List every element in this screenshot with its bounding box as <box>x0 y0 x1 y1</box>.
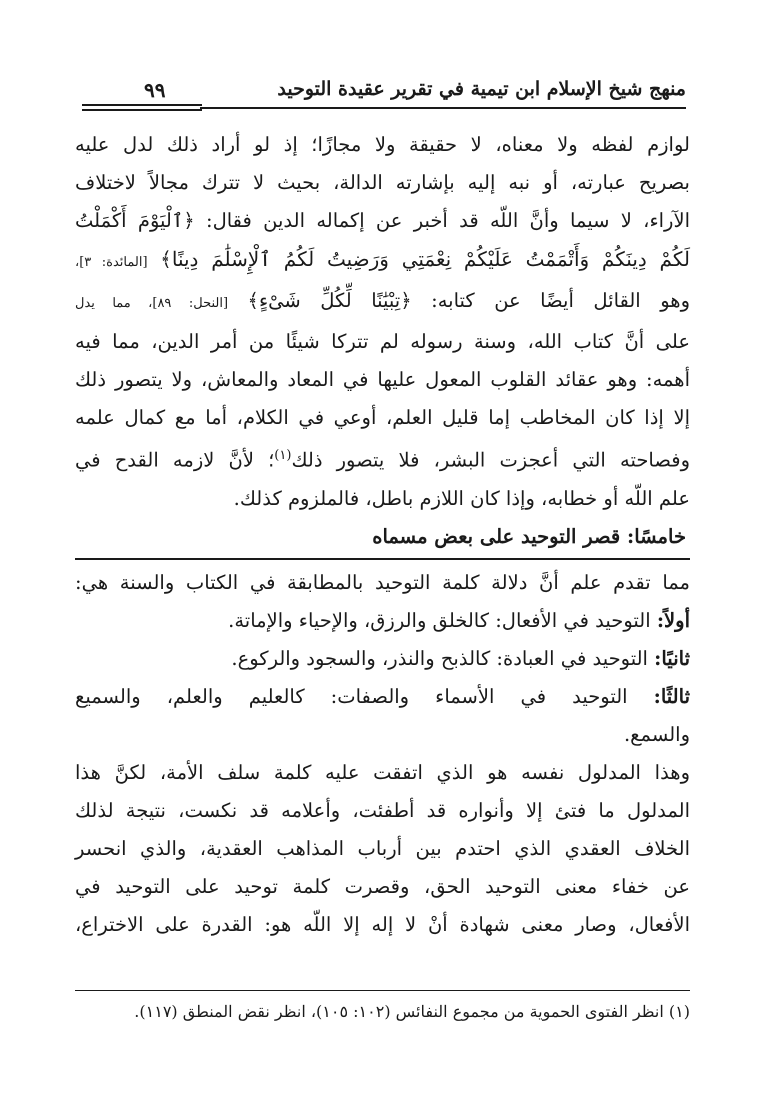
text-line: أهمه: وهو عقائد القلوب المعول عليها في المعاد والمعاش، ولا يتصور ذلك <box>75 368 690 391</box>
list-text: التوحيد في العبادة: كالذبح والنذر، والسجود والركوع. <box>231 646 648 670</box>
list-label: ثانيًا: <box>654 646 690 670</box>
text-line: بصريح عبارته، أو نبه إليه بإشارته الدالة، بحيث لا تترك مجالاً لاختلاف <box>75 171 690 194</box>
text-line: الأفعال، وصار معنى شهادة أنْ لا إله إلا اللّه هو: القدرة على الاختراع، <box>75 912 690 936</box>
footnote-marker: (١) <box>274 448 292 463</box>
list-item <box>75 602 690 640</box>
text-line: الآراء، لا سيما وأنَّ اللّه قد أخبر عن إكماله الدين فقال: ﴿ٱلْيَوْمَ أَكْمَلْتُ <box>75 209 690 232</box>
footnote: (١) انظر الفتوى الحموية من مجموع النفائس (١٠٢: ١٠٥)، انظر نقض المنطق (١١٧). <box>134 1002 690 1021</box>
page-number: ٩٩ <box>144 78 166 102</box>
list-item <box>75 640 690 678</box>
footnote-rule <box>75 990 690 991</box>
list-item <box>75 678 690 716</box>
header-rule <box>200 107 686 109</box>
list-label: ثالثًا: <box>653 684 690 708</box>
text-line: والسمع. <box>623 722 690 746</box>
running-header <box>82 78 686 112</box>
header-rule-double-top <box>82 104 202 106</box>
text-line: على أنَّ كتاب الله، وسنة رسوله لم تتركا شيئًا من أمر الدين، مما فيه <box>75 330 690 353</box>
text-line <box>75 240 690 282</box>
text-line: المدلول ما فتئ إلا وأنواره قد أطفئت، وأعلامه قد نكست، نتيجة لذلك <box>75 798 690 822</box>
book-title: منهج شيخ الإسلام ابن تيمية في تقرير عقيدة التوحيد <box>277 78 686 100</box>
verse-reference: [المائدة: ٣]، <box>75 255 148 270</box>
text-line: مما تقدم علم أنَّ دلالة كلمة التوحيد بالمطابقة في الكتاب والسنة هي: <box>75 570 690 594</box>
text-line: إلا إذا كان المخاطب إما قليل العلم، أوعي في الكلام، أما مع كمال علمه <box>75 406 690 429</box>
list-label: أولاً: <box>656 608 690 632</box>
text-line: لوازم لفظه ولا معناه، لا حقيقة ولا مجازًا؛ إذ لو أراد ذلك لدل عليه <box>75 133 690 156</box>
text-span: ؛ لأنَّ لازمه القدح في <box>75 448 275 472</box>
list-text: التوحيد في الأسماء والصفات: كالعليم والعلم، والسميع <box>75 684 628 708</box>
text-span: وهو القائل أيضًا عن كتابه: ﴿تِبْيَٰنًا لِّكُلِّ شَىْءٍ﴾ <box>247 289 690 312</box>
section-rule <box>75 558 690 560</box>
text-span: وفصاحته التي أعجزت البشر، فلا يتصور ذلك <box>291 448 690 472</box>
quran-verse: لَكُمْ دِينَكُمْ وَأَتْمَمْتُ عَلَيْكُمْ نِعْمَتِي وَرَضِيتُ لَكُمُ ٱلْإِسْلَٰمَ دِينًا﴾ <box>160 247 690 271</box>
section-heading: خامسًا: قصر التوحيد على بعض مسماه <box>372 524 686 548</box>
main-text <box>75 126 690 944</box>
verse-reference: [النحل: ٨٩]، مما يدل <box>75 296 229 311</box>
text-line: الخلاف العقدي الذي احتدم بين أرباب المذاهب العقدية، والذي انحسر <box>75 836 690 860</box>
text-line: وهذا المدلول نفسه هو الذي اتفقت عليه كلمة سلف الأمة، لكنَّ هذا <box>75 760 690 784</box>
list-text: التوحيد في الأفعال: كالخلق والرزق، والإحياء والإماتة. <box>228 608 651 632</box>
header-rule-double-bottom <box>82 109 202 111</box>
text-line <box>75 437 690 480</box>
text-line <box>75 282 690 323</box>
text-line: علم اللّه أو خطابه، وإذا كان اللازم باطل، فالملزوم كذلك. <box>233 486 690 510</box>
text-line: عن خفاء معنى التوحيد الحق، وقصرت كلمة توحيد على التوحيد في <box>75 874 690 898</box>
